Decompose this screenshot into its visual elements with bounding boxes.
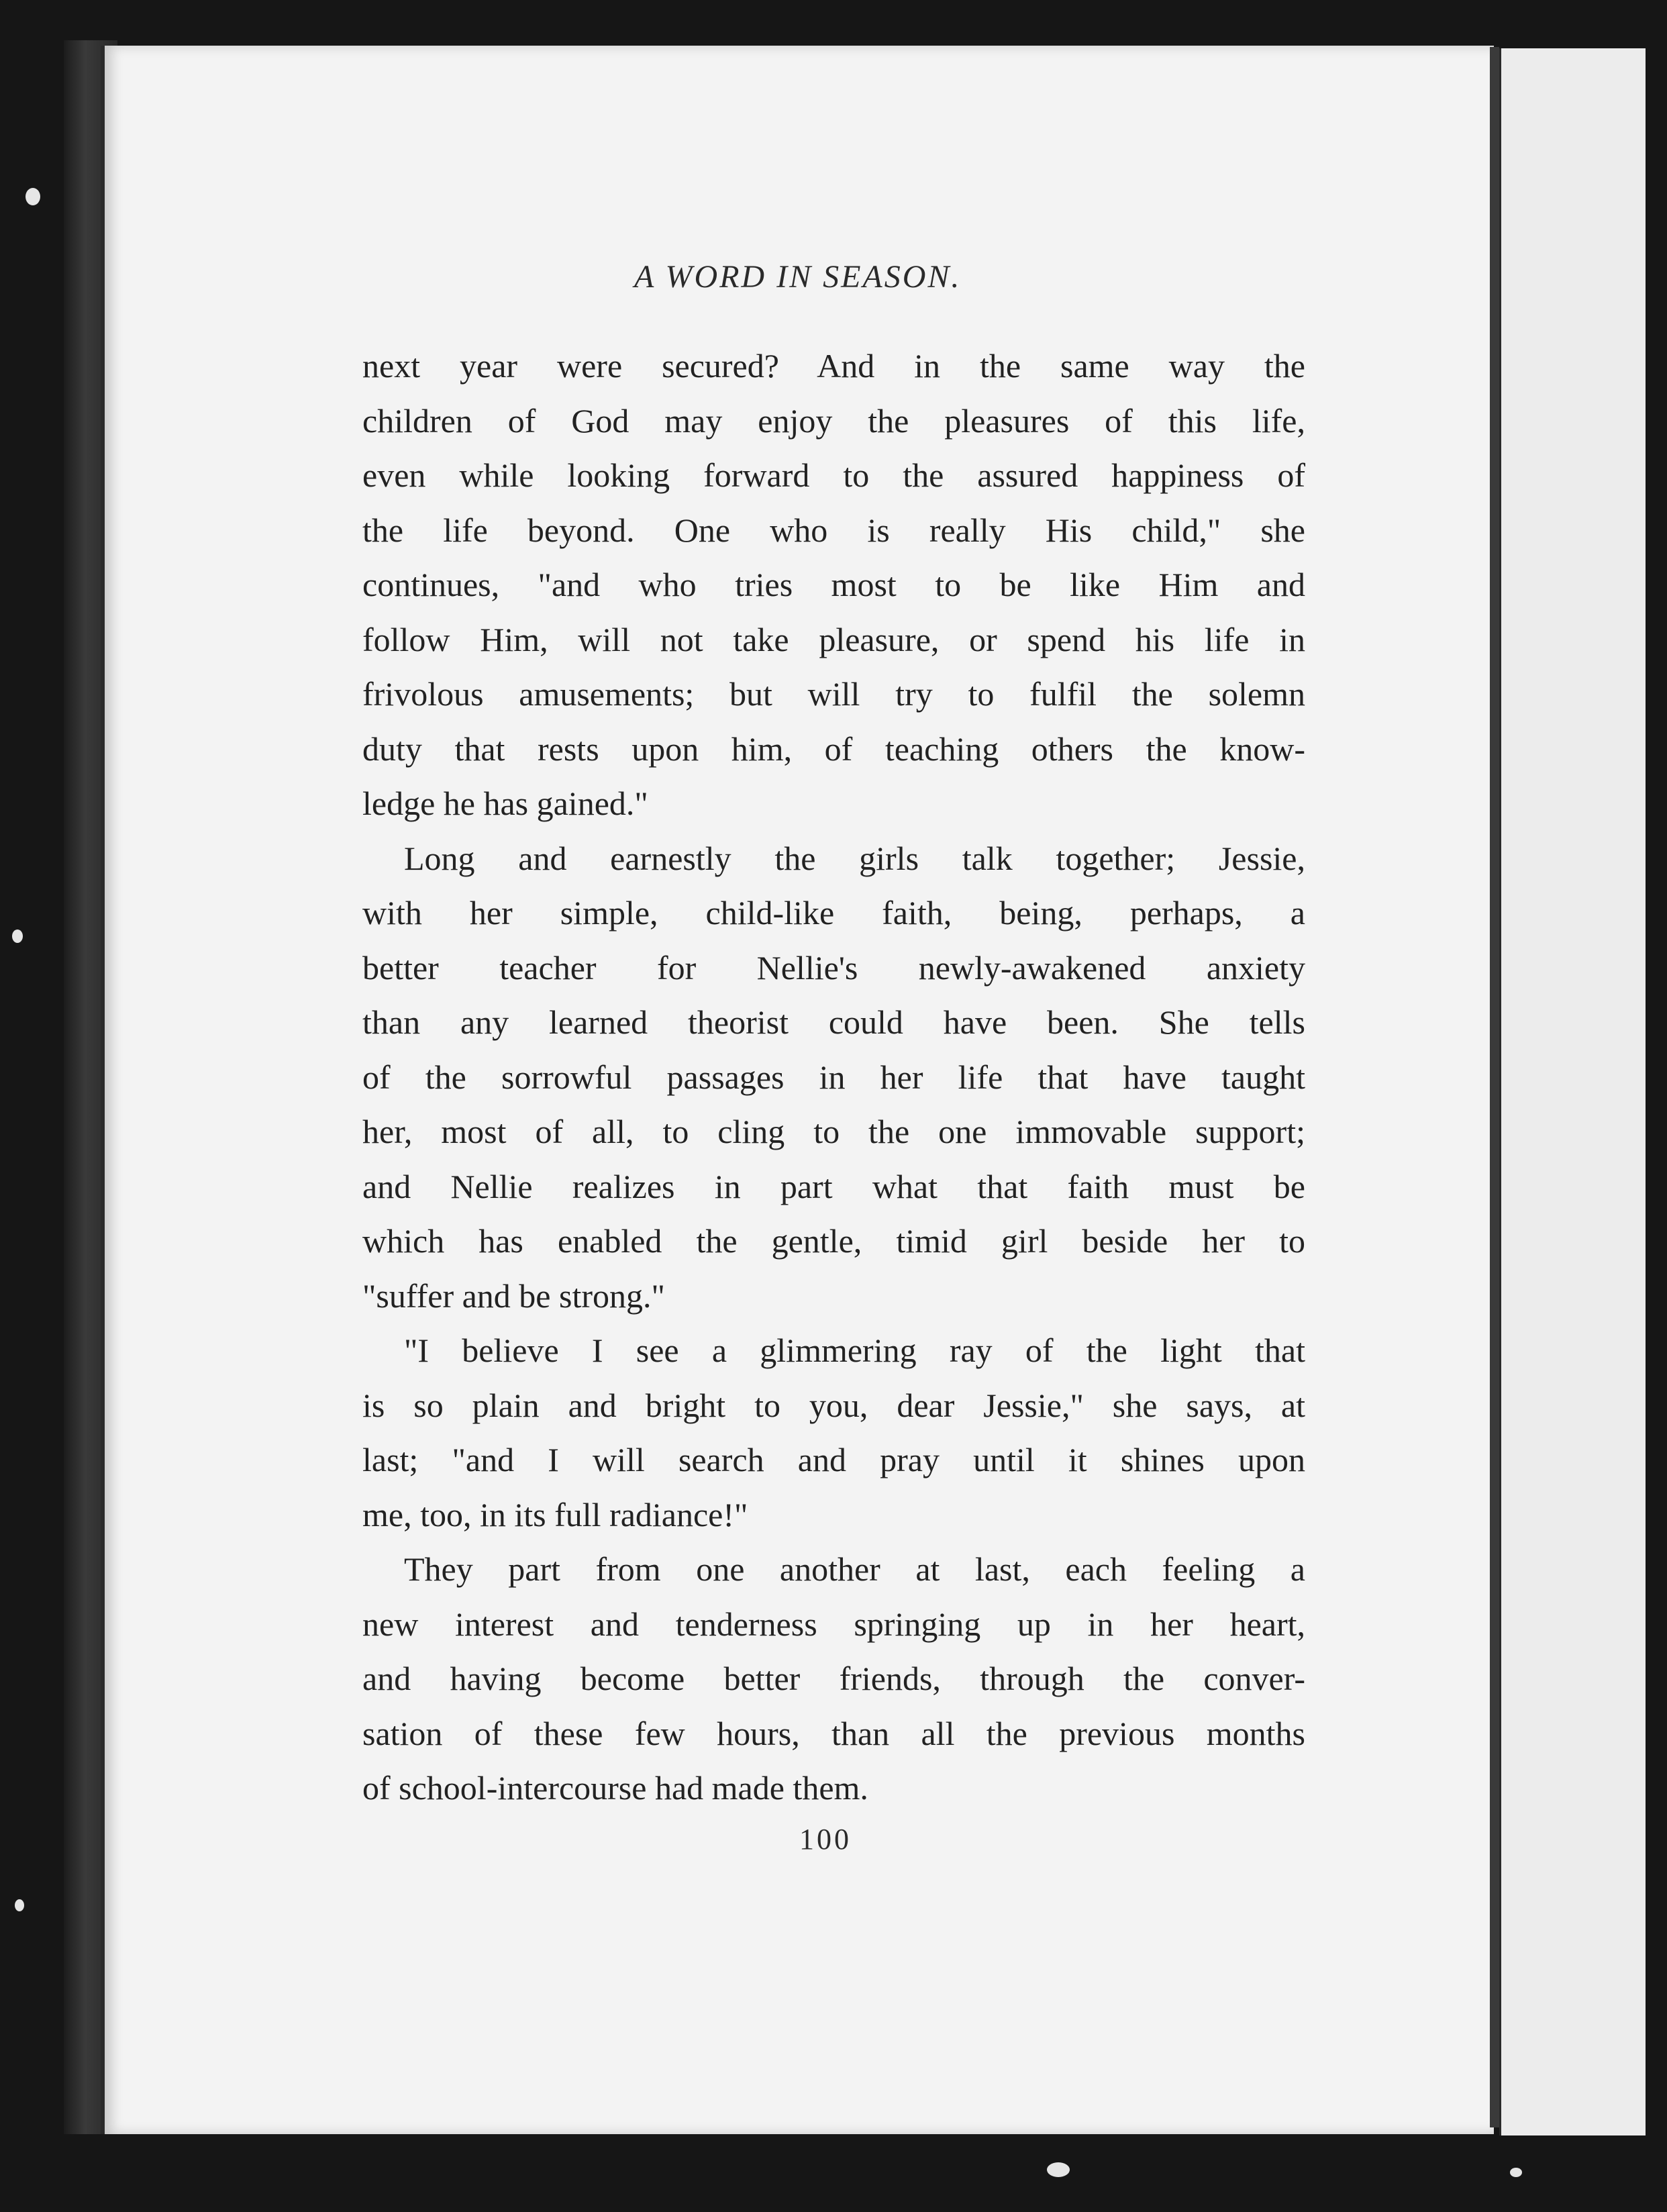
scan-speck	[1047, 2162, 1070, 2177]
text-line: with her simple, child-like faith, being, perhaps, a	[362, 894, 1305, 932]
text-line: next year were secured? And in the same way the	[362, 347, 1305, 385]
body-text	[362, 339, 1305, 1816]
facing-page-edge	[1499, 48, 1646, 2135]
scan-speck	[26, 188, 40, 205]
text-line: follow Him, will not take pleasure, or spend his life in	[362, 620, 1305, 658]
page-number: 100	[799, 1823, 852, 1856]
text-line: which has enabled the gentle, timid girl beside her to	[362, 1222, 1305, 1260]
text-line: than any learned theorist could have been. She tells	[362, 1003, 1305, 1041]
running-head: A WORD IN SEASON.	[634, 259, 962, 295]
text-line: ledge he has gained."	[362, 785, 648, 822]
scan-speck	[15, 1899, 24, 1911]
scan-speck	[1510, 2168, 1522, 2177]
text-line: "suffer and be strong."	[362, 1276, 665, 1315]
text-line: the life beyond. One who is really His child," she	[362, 511, 1305, 549]
scan-speck	[12, 929, 23, 943]
text-line: even while looking forward to the assured happiness of	[362, 456, 1305, 494]
text-line: of school-intercourse had made them.	[362, 1769, 868, 1807]
text-line: and having become better friends, through the conver-	[362, 1660, 1305, 1697]
page-gutter	[1490, 47, 1499, 2127]
text-line: of the sorrowful passages in her life that have taught	[362, 1058, 1305, 1096]
text-line: children of God may enjoy the pleasures of this life,	[362, 401, 1305, 440]
text-line: duty that rests upon him, of teaching others the know-	[362, 730, 1305, 768]
text-line: better teacher for Nellie's newly-awakened anxiety	[362, 948, 1305, 987]
text-line: frivolous amusements; but will try to fulfil the solemn	[362, 675, 1305, 713]
text-line: They part from one another at last, each feeling a	[404, 1550, 1305, 1588]
text-line: last; "and I will search and pray until it shines upon	[362, 1441, 1305, 1478]
text-line: me, too, in its full radiance!"	[362, 1495, 748, 1534]
text-line: her, most of all, to cling to the one immovable support;	[362, 1113, 1305, 1150]
text-line: new interest and tenderness springing up in her heart,	[362, 1605, 1305, 1643]
text-line: Long and earnestly the girls talk together; Jessie,	[404, 839, 1305, 877]
text-line: continues, "and who tries most to be like Him and	[362, 566, 1305, 603]
text-line: "I believe I see a glimmering ray of the light that	[404, 1331, 1305, 1369]
text-line: is so plain and bright to you, dear Jessie," she says, at	[362, 1386, 1305, 1424]
text-line: sation of these few hours, than all the previous months	[362, 1714, 1305, 1752]
text-line: and Nellie realizes in part what that faith must be	[362, 1167, 1305, 1205]
